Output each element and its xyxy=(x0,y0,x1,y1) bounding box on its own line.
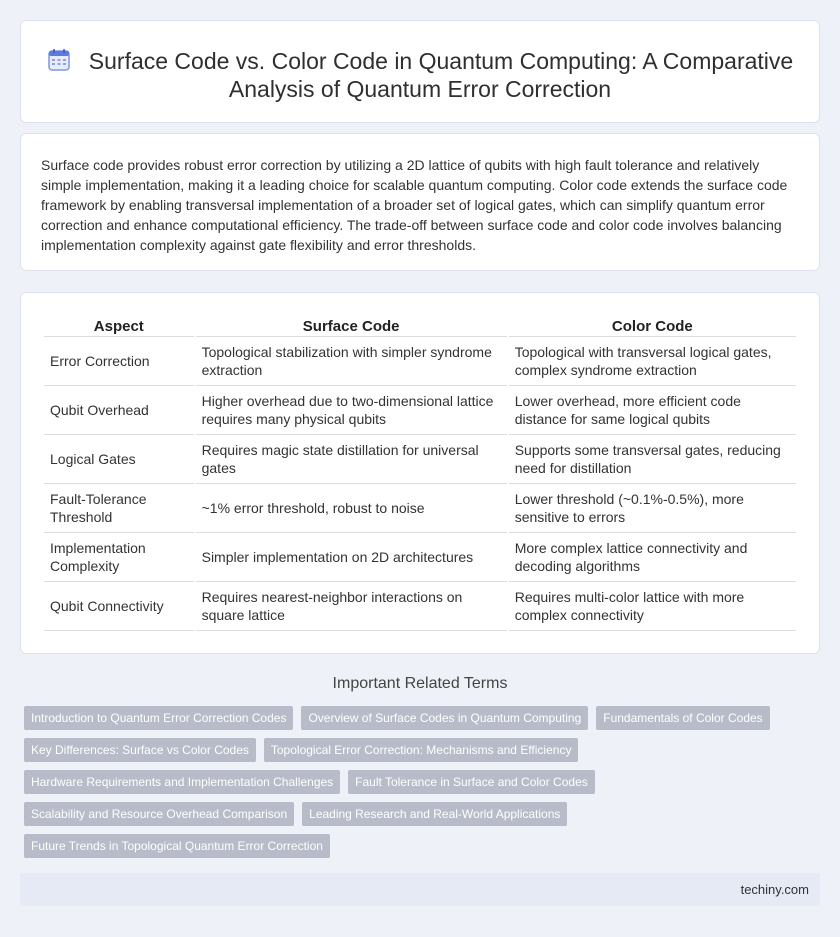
table-row xyxy=(44,533,796,582)
aspect-cell: Qubit Overhead xyxy=(44,386,194,435)
surface-code-cell: Higher overhead due to two-dimensional lattice requires many physical qubits xyxy=(196,386,507,435)
color-code-cell: Requires multi-color lattice with more complex connectivity xyxy=(509,582,796,631)
related-term-link[interactable]: Overview of Surface Codes in Quantum Computing xyxy=(301,706,588,730)
aspect-cell: Fault-Tolerance Threshold xyxy=(44,484,194,533)
column-header-color-code: Color Code xyxy=(509,315,796,337)
tag-row xyxy=(24,834,824,858)
table-header-row xyxy=(44,315,796,337)
tag-row xyxy=(24,738,824,762)
related-term-link[interactable]: Hardware Requirements and Implementation Challenges xyxy=(24,770,340,794)
related-term-link[interactable]: Scalability and Resource Overhead Comparison xyxy=(24,802,294,826)
tag-row xyxy=(24,706,824,730)
related-term-link[interactable]: Leading Research and Real-World Applications xyxy=(302,802,567,826)
related-terms-heading: Important Related Terms xyxy=(332,675,508,692)
color-code-cell: Topological with transversal logical gates, complex syndrome extraction xyxy=(509,337,796,386)
related-term-link[interactable]: Introduction to Quantum Error Correction Codes xyxy=(24,706,293,730)
summary-text: Surface code provides robust error correction by utilizing a 2D lattice of qubits with high fault tolerance and relatively simple implementation, making it a leading choice for scalable quantum computing. Color code extends the surface code framework by enabling transversal implementation of a broader set of logical gates, which can simplify quantum error correction and enhance computational efficiency. The trade-off between surface code and color code involves balancing implementation complexity against gate flexibility and error thresholds. xyxy=(41,157,788,253)
comparison-card xyxy=(20,292,820,654)
surface-code-cell: ~1% error threshold, robust to noise xyxy=(196,484,507,533)
column-header-surface-code: Surface Code xyxy=(196,315,507,337)
table-row xyxy=(44,435,796,484)
related-term-link[interactable]: Topological Error Correction: Mechanisms and Efficiency xyxy=(264,738,579,762)
comparison-table xyxy=(42,315,798,631)
aspect-cell: Error Correction xyxy=(44,337,194,386)
aspect-cell: Implementation Complexity xyxy=(44,533,194,582)
footer xyxy=(20,873,820,906)
related-term-link[interactable]: Fundamentals of Color Codes xyxy=(596,706,769,730)
page-title-text: Surface Code vs. Color Code in Quantum Computing: A Comparative Analysis of Quantum Error Correction xyxy=(88,48,794,102)
related-terms-list xyxy=(24,706,824,866)
tag-row xyxy=(24,770,824,794)
aspect-cell: Qubit Connectivity xyxy=(44,582,194,631)
surface-code-cell: Requires nearest-neighbor interactions on square lattice xyxy=(196,582,507,631)
table-row xyxy=(44,582,796,631)
page-title xyxy=(21,47,819,103)
color-code-cell: Lower threshold (~0.1%-0.5%), more sensitive to errors xyxy=(509,484,796,533)
table-row xyxy=(44,484,796,533)
calendar-icon xyxy=(47,48,71,72)
aspect-cell: Logical Gates xyxy=(44,435,194,484)
color-code-cell: Supports some transversal gates, reducing need for distillation xyxy=(509,435,796,484)
column-header-aspect: Aspect xyxy=(44,315,194,337)
site-link[interactable]: techiny.com xyxy=(740,882,809,897)
title-card xyxy=(20,20,820,123)
color-code-cell: More complex lattice connectivity and decoding algorithms xyxy=(509,533,796,582)
related-term-link[interactable]: Fault Tolerance in Surface and Color Codes xyxy=(348,770,595,794)
color-code-cell: Lower overhead, more efficient code distance for same logical qubits xyxy=(509,386,796,435)
tag-row xyxy=(24,802,824,826)
surface-code-cell: Requires magic state distillation for universal gates xyxy=(196,435,507,484)
related-term-link[interactable]: Future Trends in Topological Quantum Error Correction xyxy=(24,834,330,858)
summary-card xyxy=(20,133,820,271)
table-row xyxy=(44,337,796,386)
surface-code-cell: Simpler implementation on 2D architectures xyxy=(196,533,507,582)
related-term-link[interactable]: Key Differences: Surface vs Color Codes xyxy=(24,738,256,762)
table-row xyxy=(44,386,796,435)
surface-code-cell: Topological stabilization with simpler syndrome extraction xyxy=(196,337,507,386)
